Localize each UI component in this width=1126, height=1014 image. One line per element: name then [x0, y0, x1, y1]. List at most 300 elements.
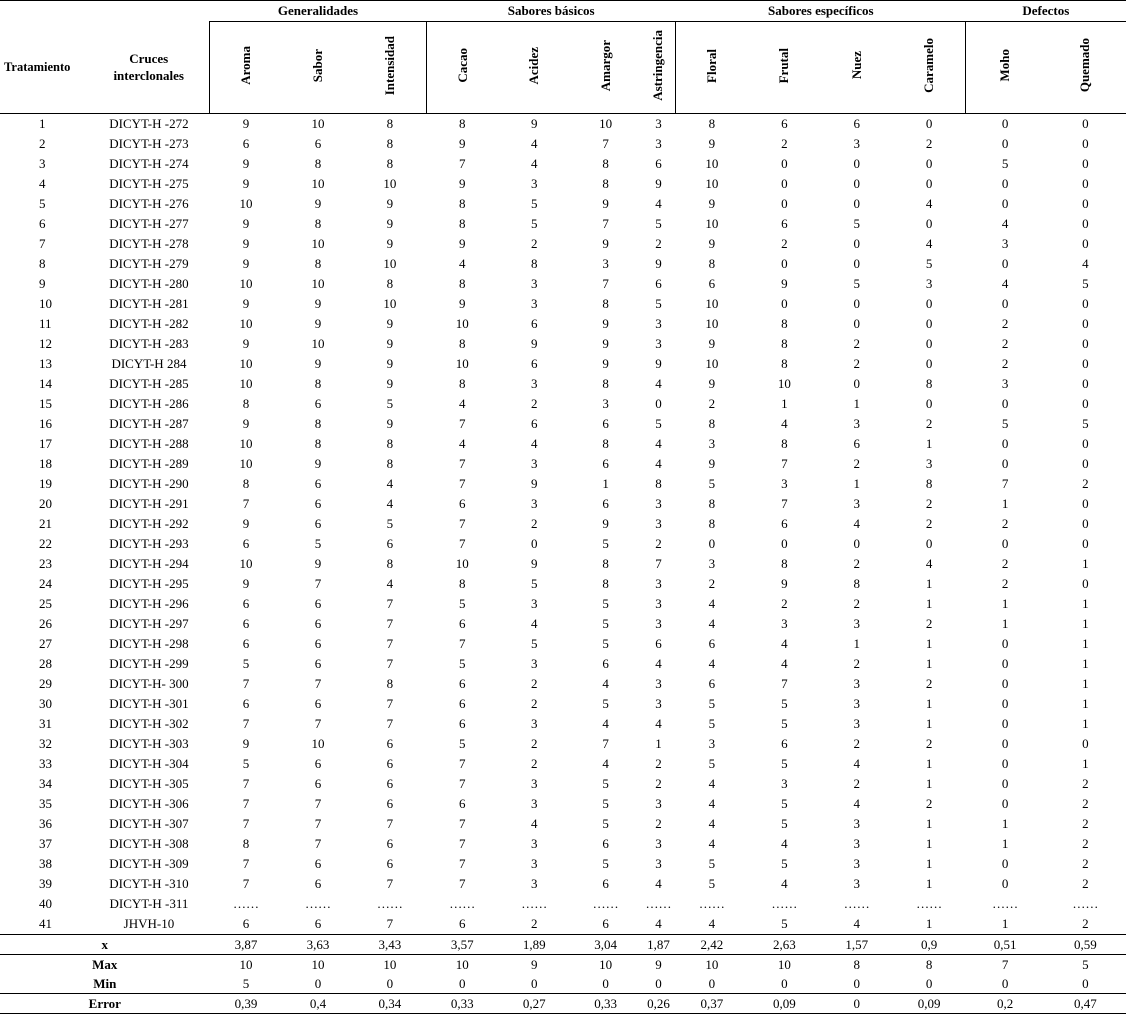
summary-cell-amargor: 0 — [602, 976, 609, 991]
cell-amargor: 5 — [602, 616, 609, 631]
cell-frutal: 2 — [781, 236, 788, 251]
cell-amargor: 6 — [602, 496, 609, 511]
cell-nuez: 3 — [853, 836, 860, 851]
row-cross-name: DICYT-H -276 — [109, 196, 189, 211]
cell-quemado: 1 — [1082, 656, 1089, 671]
cell-quemado: 1 — [1082, 696, 1089, 711]
cell-amargor: 5 — [602, 796, 609, 811]
row-number: 25 — [39, 596, 52, 611]
cell-intensidad: 8 — [386, 136, 394, 151]
cell-aroma: 5 — [242, 756, 250, 771]
cell-nuez: 6 — [853, 116, 860, 131]
cell-acidez: 2 — [530, 696, 538, 711]
cell-acidez: 3 — [530, 596, 538, 611]
cell-quemado: 5 — [1082, 276, 1089, 291]
cell-nuez: 2 — [853, 596, 860, 611]
cell-nuez: 3 — [853, 716, 860, 731]
cell-astringencia: 4 — [655, 916, 662, 931]
cell-frutal: 8 — [781, 336, 788, 351]
cell-acidez: 4 — [530, 616, 538, 631]
table-row — [0, 514, 1126, 534]
table-row — [0, 614, 1126, 634]
cell-astringencia: 3 — [655, 336, 662, 351]
summary-label: Max — [0, 955, 210, 975]
cell-caramelo: 1 — [925, 756, 933, 771]
cell-cacao: 8 — [459, 336, 466, 351]
cell-sabor: 6 — [314, 656, 322, 671]
cell-sabor: 10 — [311, 116, 325, 131]
header-acidez — [498, 22, 570, 114]
group-header-row — [0, 1, 1126, 22]
cell-cacao: 7 — [459, 456, 466, 471]
table-row — [0, 734, 1126, 754]
cell-frutal: 4 — [781, 636, 788, 651]
summary-row-min — [0, 974, 1126, 994]
cell-frutal: 9 — [781, 276, 788, 291]
cell-moho: 0 — [1001, 776, 1009, 791]
row-cross-name: DICYT-H -301 — [109, 696, 189, 711]
cell-sabor: 6 — [314, 136, 322, 151]
summary-cell-cacao: 3,57 — [426, 935, 498, 955]
cell-sabor: 7 — [314, 576, 322, 591]
cell-floral: 10 — [705, 176, 719, 191]
header-cruces-line2: interclonales — [113, 68, 184, 84]
cell-nuez: 3 — [853, 696, 860, 711]
cell-sabor: 6 — [314, 596, 322, 611]
cell-cacao: 9 — [459, 136, 466, 151]
cell-moho: 0 — [1001, 116, 1009, 131]
table-row — [0, 154, 1126, 174]
cell-astringencia: 4 — [655, 376, 662, 391]
row-number: 26 — [39, 616, 52, 631]
row-number: 30 — [39, 696, 52, 711]
cell-sabor: 9 — [314, 316, 322, 331]
cell-caramelo: 2 — [925, 136, 933, 151]
cell-sabor: 8 — [314, 416, 322, 431]
cell-moho: 0 — [1001, 536, 1009, 551]
summary-cell-caramelo: 0,9 — [893, 935, 966, 955]
cell-intensidad: 5 — [386, 396, 394, 411]
cell-astringencia: 2 — [655, 776, 662, 791]
cell-frutal: 8 — [781, 316, 788, 331]
cell-caramelo: 1 — [925, 636, 933, 651]
header-quemado — [1045, 22, 1126, 114]
cell-quemado: 0 — [1082, 216, 1089, 231]
cell-frutal: 7 — [781, 676, 788, 691]
cell-intensidad: 8 — [386, 116, 394, 131]
cell-cacao: 5 — [459, 656, 466, 671]
cell-aroma: 9 — [242, 416, 250, 431]
group-header-defectos: Defectos — [966, 1, 1126, 22]
cell-sabor: 10 — [311, 336, 325, 351]
cell-quemado: 0 — [1082, 116, 1089, 131]
cell-moho: 3 — [1001, 376, 1009, 391]
cell-frutal: 5 — [781, 756, 788, 771]
cell-sabor: 10 — [311, 736, 325, 751]
header-moho-label: Moho — [997, 49, 1013, 82]
cell-aroma: 10 — [239, 276, 253, 291]
cell-intensidad: 6 — [386, 796, 394, 811]
row-number: 39 — [39, 876, 52, 891]
cell-floral: 9 — [708, 456, 716, 471]
cell-quemado: 0 — [1082, 456, 1089, 471]
cell-cacao: 7 — [459, 856, 466, 871]
summary-row-mean — [0, 935, 1126, 955]
row-cross-name: DICYT-H -302 — [109, 716, 189, 731]
cell-quemado: 1 — [1082, 636, 1089, 651]
summary-cell-intensidad: 3,43 — [353, 935, 426, 955]
row-cross-name: DICYT-H -289 — [109, 456, 189, 471]
cell-astringencia: 3 — [655, 856, 662, 871]
cell-quemado: 2 — [1082, 816, 1089, 831]
cell-amargor: 9 — [602, 356, 609, 371]
cell-aroma: 6 — [242, 596, 250, 611]
cell-quemado: 2 — [1082, 876, 1089, 891]
cell-cacao: 6 — [459, 496, 466, 511]
summary-cell-moho: 0 — [1001, 976, 1009, 991]
cell-aroma: …… — [233, 896, 260, 911]
table-row — [0, 694, 1126, 714]
cell-acidez: 2 — [530, 236, 538, 251]
cell-caramelo: 0 — [925, 536, 933, 551]
summary-label: Min — [93, 976, 117, 991]
cell-amargor: 7 — [602, 136, 609, 151]
cell-acidez: 3 — [530, 296, 538, 311]
cell-moho: 1 — [1001, 836, 1009, 851]
cell-moho: 0 — [1001, 756, 1009, 771]
cell-astringencia: 5 — [655, 296, 662, 311]
cell-cacao: 6 — [459, 796, 466, 811]
cell-quemado: 2 — [1082, 916, 1089, 931]
cell-nuez: 4 — [853, 756, 860, 771]
table-row — [0, 894, 1126, 914]
summary-cell-amargor: 10 — [570, 955, 641, 975]
cell-aroma: 7 — [242, 816, 250, 831]
table-row — [0, 294, 1126, 314]
cell-amargor: 8 — [602, 376, 609, 391]
row-cross-name: DICYT-H -298 — [109, 636, 189, 651]
cell-sabor: 9 — [314, 296, 322, 311]
cell-acidez: 2 — [530, 916, 538, 931]
cell-intensidad: 7 — [386, 656, 394, 671]
data-rows — [0, 114, 1126, 935]
cell-aroma: 7 — [242, 496, 250, 511]
cell-astringencia: 3 — [655, 516, 662, 531]
cell-aroma: 9 — [242, 576, 250, 591]
cell-quemado: 2 — [1082, 856, 1089, 871]
cell-intensidad: 10 — [383, 296, 397, 311]
summary-cell-frutal: 2,63 — [748, 935, 821, 955]
cell-caramelo: 1 — [925, 716, 933, 731]
cell-aroma: 9 — [242, 216, 250, 231]
cell-cacao: 6 — [459, 616, 466, 631]
cell-sabor: 6 — [314, 396, 322, 411]
cell-nuez: 2 — [853, 336, 860, 351]
cell-cacao: 10 — [455, 356, 469, 371]
cell-aroma: 9 — [242, 336, 250, 351]
cell-aroma: 10 — [239, 316, 253, 331]
row-number: 16 — [39, 416, 52, 431]
cell-frutal: 6 — [781, 216, 788, 231]
cell-acidez: 5 — [530, 216, 538, 231]
cell-nuez: 5 — [853, 216, 860, 231]
cell-floral: 2 — [708, 576, 716, 591]
row-cross-name: DICYT-H -305 — [109, 776, 189, 791]
cell-acidez: 6 — [530, 356, 538, 371]
cell-nuez: 3 — [853, 816, 860, 831]
summary-row-error — [0, 994, 1126, 1014]
row-cross-name: DICYT-H -272 — [109, 116, 189, 131]
cell-floral: 9 — [708, 376, 716, 391]
cell-nuez: 0 — [853, 256, 860, 271]
cell-quemado: 0 — [1082, 516, 1089, 531]
cell-astringencia: 4 — [655, 196, 662, 211]
cell-quemado: 2 — [1082, 836, 1089, 851]
cell-aroma: 6 — [242, 636, 250, 651]
cell-cacao: 7 — [459, 536, 466, 551]
cell-floral: 9 — [708, 136, 716, 151]
cell-cacao: 10 — [455, 316, 469, 331]
cell-frutal: 8 — [781, 356, 788, 371]
cell-quemado: 4 — [1082, 256, 1089, 271]
summary-cell-quemado: 0 — [1082, 976, 1089, 991]
cell-astringencia: …… — [645, 896, 672, 911]
cell-nuez: 2 — [853, 456, 860, 471]
cell-astringencia: 2 — [655, 536, 662, 551]
header-quemado-label: Quemado — [1077, 38, 1093, 93]
cell-astringencia: 3 — [655, 316, 662, 331]
header-astringencia — [641, 22, 676, 114]
row-cross-name: DICYT-H -309 — [109, 856, 189, 871]
cell-sabor: 8 — [314, 216, 322, 231]
row-cross-name: DICYT-H -278 — [109, 236, 189, 251]
table-row — [0, 254, 1126, 274]
row-number: 14 — [39, 376, 52, 391]
cell-sabor: 6 — [314, 856, 322, 871]
row-number: 35 — [39, 796, 52, 811]
cell-frutal: 0 — [781, 536, 788, 551]
summary-cell-caramelo: 0 — [925, 976, 933, 991]
cell-acidez: 2 — [530, 756, 538, 771]
cell-cacao: 6 — [459, 716, 466, 731]
cell-sabor: 6 — [314, 696, 322, 711]
header-floral-label: Floral — [704, 48, 720, 83]
row-number: 32 — [39, 736, 52, 751]
cell-quemado: 1 — [1082, 756, 1089, 771]
cell-nuez: …… — [843, 896, 870, 911]
cell-aroma: 7 — [242, 776, 250, 791]
cell-sabor: 6 — [314, 756, 322, 771]
summary-label: Error — [0, 994, 210, 1014]
cell-cacao: 8 — [459, 196, 466, 211]
summary-cell-amargor: 3,04 — [570, 935, 641, 955]
cell-nuez: 8 — [853, 576, 860, 591]
cell-cacao: 7 — [459, 756, 466, 771]
row-number: 5 — [39, 196, 46, 211]
cell-cacao: 9 — [459, 236, 466, 251]
cell-floral: 4 — [708, 796, 716, 811]
summary-cell-moho: 7 — [966, 955, 1045, 975]
cell-intensidad: …… — [376, 896, 403, 911]
cell-moho: 2 — [1001, 576, 1009, 591]
cell-intensidad: 9 — [386, 236, 394, 251]
cell-astringencia: 3 — [655, 696, 662, 711]
row-cross-name: DICYT-H -275 — [109, 176, 189, 191]
row-number: 6 — [39, 216, 46, 231]
cell-quemado: 0 — [1082, 356, 1089, 371]
cell-floral: 10 — [705, 316, 719, 331]
row-number: 19 — [39, 476, 52, 491]
summary-cell-quemado: 0,47 — [1045, 994, 1126, 1014]
cell-frutal: 0 — [781, 156, 788, 171]
cell-intensidad: 6 — [386, 736, 394, 751]
cell-floral: 4 — [708, 616, 716, 631]
cell-acidez: 4 — [530, 816, 538, 831]
header-caramelo — [893, 22, 966, 114]
cell-nuez: 0 — [853, 536, 860, 551]
cell-acidez: 2 — [530, 396, 538, 411]
row-number: 15 — [39, 396, 52, 411]
cell-cacao: 9 — [459, 296, 466, 311]
table-row — [0, 534, 1126, 554]
row-number: 18 — [39, 456, 52, 471]
summary-rows — [0, 935, 1126, 1014]
row-number: 17 — [39, 436, 52, 451]
cell-moho: 4 — [1001, 216, 1009, 231]
cell-amargor: 5 — [602, 636, 609, 651]
cell-acidez: 3 — [530, 656, 538, 671]
cell-aroma: 7 — [242, 856, 250, 871]
header-cacao — [426, 22, 498, 114]
cell-quemado: 0 — [1082, 496, 1089, 511]
header-cruces-line1: Cruces — [129, 51, 169, 67]
cell-acidez: 3 — [530, 796, 538, 811]
cell-frutal: 5 — [781, 796, 788, 811]
cell-aroma: 9 — [242, 516, 250, 531]
cell-quemado: 0 — [1082, 376, 1089, 391]
cell-floral: 3 — [708, 436, 716, 451]
cell-nuez: 2 — [853, 656, 860, 671]
cell-floral: 9 — [708, 336, 716, 351]
cell-aroma: 6 — [242, 616, 250, 631]
cell-acidez: 3 — [530, 836, 538, 851]
cell-sabor: 10 — [311, 236, 325, 251]
summary-cell-sabor: 3,63 — [283, 935, 354, 955]
row-cross-name: DICYT-H -297 — [109, 616, 189, 631]
cell-intensidad: 7 — [386, 616, 394, 631]
row-cross-name: DICYT-H -299 — [109, 656, 189, 671]
cell-frutal: 0 — [781, 176, 788, 191]
table-row — [0, 434, 1126, 454]
cell-amargor: 7 — [602, 276, 609, 291]
row-cross-name: DICYT-H -277 — [109, 216, 189, 231]
cell-amargor: 10 — [599, 116, 613, 131]
table-row — [0, 594, 1126, 614]
cell-astringencia: 4 — [655, 456, 662, 471]
cell-floral: 10 — [705, 216, 719, 231]
cell-amargor: 4 — [602, 676, 609, 691]
cell-aroma: 10 — [239, 456, 253, 471]
cell-intensidad: 4 — [386, 476, 394, 491]
summary-cell-astringencia: 9 — [641, 955, 676, 975]
cell-sabor: 5 — [314, 536, 322, 551]
cell-caramelo: 1 — [925, 596, 933, 611]
summary-cell-nuez: 0 — [853, 976, 860, 991]
cell-moho: 0 — [1001, 696, 1009, 711]
cell-aroma: 9 — [242, 236, 250, 251]
cell-acidez: 5 — [530, 196, 538, 211]
row-cross-name: DICYT-H -310 — [109, 876, 189, 891]
cell-intensidad: 7 — [386, 596, 394, 611]
cell-frutal: 4 — [781, 416, 788, 431]
cell-intensidad: 8 — [386, 276, 394, 291]
cell-sabor: 9 — [314, 556, 322, 571]
header-cacao-label: Cacao — [454, 48, 470, 83]
summary-cell-caramelo: 0,09 — [893, 994, 966, 1014]
cell-floral: 5 — [708, 716, 716, 731]
cell-amargor: 3 — [602, 256, 609, 271]
cell-amargor: 5 — [602, 856, 609, 871]
cell-moho: 0 — [1001, 656, 1009, 671]
cell-frutal: 1 — [781, 396, 788, 411]
cell-intensidad: 5 — [386, 516, 394, 531]
table-row — [0, 674, 1126, 694]
cell-nuez: 1 — [853, 396, 860, 411]
row-number: 37 — [39, 836, 52, 851]
cell-intensidad: 9 — [386, 216, 394, 231]
cell-frutal: 5 — [781, 856, 788, 871]
cell-frutal: 2 — [781, 596, 788, 611]
table-row — [0, 814, 1126, 834]
cell-floral: 4 — [708, 916, 716, 931]
cell-nuez: 3 — [853, 616, 860, 631]
summary-cell-intensidad: 0 — [386, 976, 394, 991]
table-row — [0, 854, 1126, 874]
cell-floral: 10 — [705, 356, 719, 371]
cell-aroma: 10 — [239, 196, 253, 211]
table-row — [0, 394, 1126, 414]
header-amargor-label: Amargor — [597, 39, 613, 92]
cell-astringencia: 3 — [655, 116, 662, 131]
cell-astringencia: 3 — [655, 596, 662, 611]
cell-quemado: 0 — [1082, 196, 1089, 211]
cell-acidez: 4 — [530, 136, 538, 151]
cell-nuez: 2 — [853, 776, 860, 791]
cell-caramelo: 1 — [925, 656, 933, 671]
cell-intensidad: 9 — [386, 336, 394, 351]
cell-frutal: 4 — [781, 656, 788, 671]
cell-cacao: 7 — [459, 876, 466, 891]
cell-amargor: 5 — [602, 776, 609, 791]
summary-cell-cacao: 0,33 — [426, 994, 498, 1014]
summary-cell-amargor: 0,33 — [570, 994, 641, 1014]
header-sabor-label: Sabor — [309, 48, 325, 83]
summary-cell-floral: 0 — [708, 976, 716, 991]
header-sabor — [283, 22, 354, 114]
cell-aroma: 9 — [242, 296, 250, 311]
cell-caramelo: 4 — [925, 236, 933, 251]
cell-aroma: 6 — [242, 536, 250, 551]
cell-astringencia: 2 — [655, 756, 662, 771]
cell-nuez: 0 — [853, 236, 860, 251]
cell-acidez: 3 — [530, 276, 538, 291]
table-row — [0, 214, 1126, 234]
cell-nuez: 0 — [853, 176, 860, 191]
cell-sabor: 8 — [314, 156, 322, 171]
cell-frutal: 5 — [781, 696, 788, 711]
cell-quemado: 1 — [1082, 716, 1089, 731]
cell-cacao: 8 — [459, 276, 466, 291]
